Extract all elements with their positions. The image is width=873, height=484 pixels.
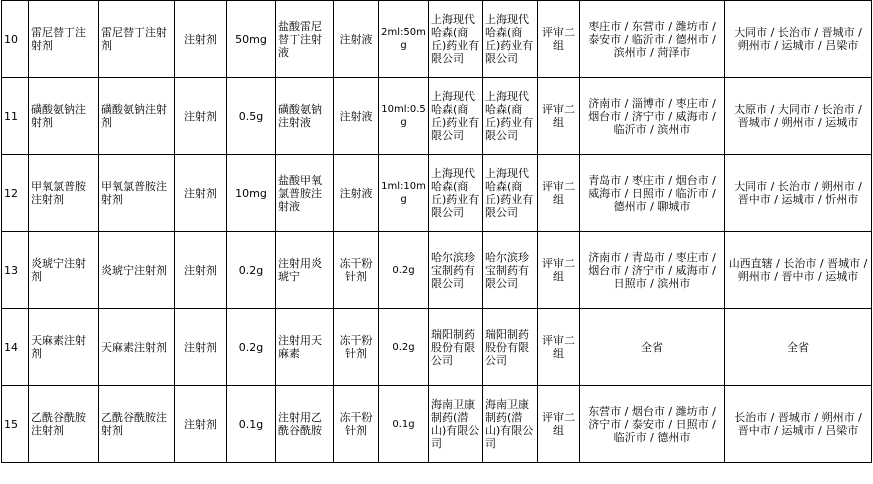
generic-name-cell: 乙酰谷酰胺注射剂 — [29, 386, 99, 463]
package-spec-cell: 1ml:10mg — [379, 155, 429, 232]
table-row — [2, 1, 872, 78]
dosage-form-cell: 注射剂 — [175, 386, 227, 463]
form-detail-cell: 冻干粉针剂 — [334, 309, 379, 386]
applicant-cell: 哈尔滨珍宝制药有限公司 — [429, 232, 483, 309]
product-name-cell: 乙酰谷酰胺注射剂 — [99, 386, 175, 463]
strength-cell: 0.5g — [227, 78, 276, 155]
applicant-cell: 上海现代哈森(商丘)药业有限公司 — [429, 155, 483, 232]
table-row — [2, 78, 872, 155]
form-detail-cell: 注射液 — [334, 78, 379, 155]
review-group-cell: 评审二组 — [538, 155, 580, 232]
review-group-cell: 评审二组 — [538, 309, 580, 386]
generic-name-cell: 磺酸氨钠注射剂 — [29, 78, 99, 155]
product-name-cell: 天麻素注射剂 — [99, 309, 175, 386]
row-number: 10 — [2, 1, 29, 78]
full-name-cell: 注射用天麻素 — [276, 309, 334, 386]
drug-list-table — [1, 0, 872, 463]
package-spec-cell: 2ml:50mg — [379, 1, 429, 78]
table-row — [2, 309, 872, 386]
form-detail-cell: 注射液 — [334, 1, 379, 78]
dosage-form-cell: 注射剂 — [175, 309, 227, 386]
review-group-cell: 评审二组 — [538, 1, 580, 78]
product-name-cell: 甲氧氯普胺注射剂 — [99, 155, 175, 232]
generic-name-cell: 甲氧氯普胺注射剂 — [29, 155, 99, 232]
product-name-cell: 炎琥宁注射剂 — [99, 232, 175, 309]
applicant-cell: 上海现代哈森(商丘)药业有限公司 — [429, 1, 483, 78]
manufacturer-cell: 海南卫康制药(潜山)有限公司 — [483, 386, 538, 463]
form-detail-cell: 冻干粉针剂 — [334, 232, 379, 309]
package-spec-cell: 0.2g — [379, 309, 429, 386]
generic-name-cell: 雷尼替丁注射剂 — [29, 1, 99, 78]
product-name-cell: 雷尼替丁注射剂 — [99, 1, 175, 78]
regions-b-cell: 全省 — [725, 309, 872, 386]
regions-a-cell: 济南市 / 青岛市 / 枣庄市 / 烟台市 / 济宁市 / 威海市 / 日照市 / 滨州市 — [580, 232, 725, 309]
regions-a-cell: 东营市 / 烟台市 / 潍坊市 / 济宁市 / 泰安市 / 日照市 / 临沂市 / 德州市 — [580, 386, 725, 463]
full-name-cell: 磺酸氨钠注射液 — [276, 78, 334, 155]
strength-cell: 10mg — [227, 155, 276, 232]
regions-b-cell: 太原市 / 大同市 / 长治市 / 晋城市 / 朔州市 / 运城市 — [725, 78, 872, 155]
row-number: 11 — [2, 78, 29, 155]
generic-name-cell: 炎琥宁注射剂 — [29, 232, 99, 309]
regions-a-cell: 全省 — [580, 309, 725, 386]
strength-cell: 0.1g — [227, 386, 276, 463]
review-group-cell: 评审二组 — [538, 386, 580, 463]
full-name-cell: 注射用乙酰谷酰胺 — [276, 386, 334, 463]
row-number: 15 — [2, 386, 29, 463]
regions-b-cell: 山西直辖 / 长治市 / 晋城市 / 朔州市 / 晋中市 / 运城市 — [725, 232, 872, 309]
regions-b-cell: 大同市 / 长治市 / 晋城市 / 朔州市 / 运城市 / 吕梁市 — [725, 1, 872, 78]
table-row — [2, 155, 872, 232]
form-detail-cell: 注射液 — [334, 155, 379, 232]
manufacturer-cell: 哈尔滨珍宝制药有限公司 — [483, 232, 538, 309]
regions-a-cell: 济南市 / 淄博市 / 枣庄市 / 烟台市 / 济宁市 / 威海市 / 临沂市 / 滨州市 — [580, 78, 725, 155]
regions-a-cell: 枣庄市 / 东营市 / 潍坊市 / 泰安市 / 临沂市 / 德州市 / 滨州市 / 菏泽市 — [580, 1, 725, 78]
manufacturer-cell: 上海现代哈森(商丘)药业有限公司 — [483, 1, 538, 78]
regions-b-cell: 大同市 / 长治市 / 朔州市 / 晋中市 / 运城市 / 忻州市 — [725, 155, 872, 232]
row-number: 13 — [2, 232, 29, 309]
manufacturer-cell: 上海现代哈森(商丘)药业有限公司 — [483, 155, 538, 232]
row-number: 12 — [2, 155, 29, 232]
applicant-cell: 上海现代哈森(商丘)药业有限公司 — [429, 78, 483, 155]
package-spec-cell: 0.2g — [379, 232, 429, 309]
table-row — [2, 232, 872, 309]
product-name-cell: 磺酸氨钠注射剂 — [99, 78, 175, 155]
package-spec-cell: 0.1g — [379, 386, 429, 463]
manufacturer-cell: 上海现代哈森(商丘)药业有限公司 — [483, 78, 538, 155]
review-group-cell: 评审二组 — [538, 232, 580, 309]
strength-cell: 0.2g — [227, 232, 276, 309]
applicant-cell: 瑞阳制药股份有限公司 — [429, 309, 483, 386]
manufacturer-cell: 瑞阳制药股份有限公司 — [483, 309, 538, 386]
table-row — [2, 386, 872, 463]
full-name-cell: 盐酸甲氧氯普胺注射液 — [276, 155, 334, 232]
generic-name-cell: 天麻素注射剂 — [29, 309, 99, 386]
full-name-cell: 注射用炎琥宁 — [276, 232, 334, 309]
review-group-cell: 评审二组 — [538, 78, 580, 155]
dosage-form-cell: 注射剂 — [175, 155, 227, 232]
applicant-cell: 海南卫康制药(潜山)有限公司 — [429, 386, 483, 463]
dosage-form-cell: 注射剂 — [175, 78, 227, 155]
dosage-form-cell: 注射剂 — [175, 232, 227, 309]
strength-cell: 50mg — [227, 1, 276, 78]
regions-b-cell: 长治市 / 晋城市 / 朔州市 / 晋中市 / 运城市 / 吕梁市 — [725, 386, 872, 463]
regions-a-cell: 青岛市 / 枣庄市 / 烟台市 / 威海市 / 日照市 / 临沂市 / 德州市 / 聊城市 — [580, 155, 725, 232]
dosage-form-cell: 注射剂 — [175, 1, 227, 78]
table-body — [2, 1, 872, 463]
strength-cell: 0.2g — [227, 309, 276, 386]
row-number: 14 — [2, 309, 29, 386]
form-detail-cell: 冻干粉针剂 — [334, 386, 379, 463]
package-spec-cell: 10ml:0.5g — [379, 78, 429, 155]
full-name-cell: 盐酸雷尼替丁注射液 — [276, 1, 334, 78]
